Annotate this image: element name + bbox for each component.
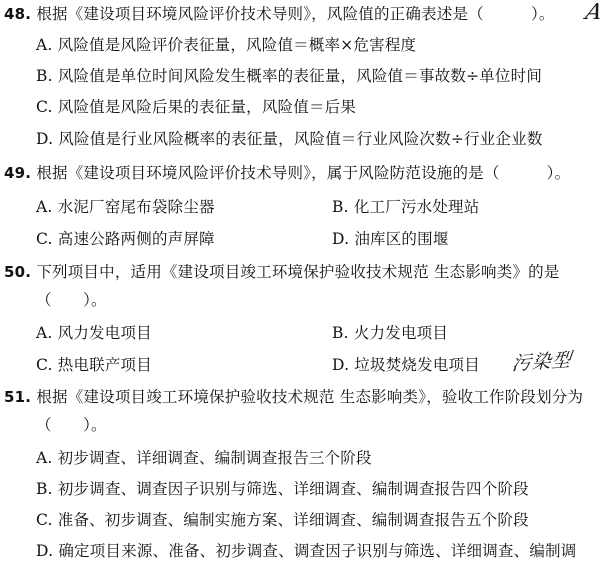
question-text: 下列项目中，适用《建设项目竣工环境保护验收技术规范 生态影响类》的是 (36, 263, 560, 281)
option-49-d: D. 油库区的围堰 (332, 230, 449, 248)
question-text: 根据《建设项目环境风险评价技术导则》，属于风险防范设施的是（ ）。 (36, 164, 571, 182)
option-50-b: B. 火力发电项目 (332, 324, 449, 342)
option-50-d: D. 垃圾焚烧发电项目 (332, 356, 480, 374)
option-49-a: A. 水泥厂窑尾布袋除尘器 (36, 198, 215, 216)
option-48-b: B. 风险值是单位时间风险发生概率的表征量，风险值＝事故数÷单位时间 (36, 67, 543, 85)
question-number: 50. (4, 263, 32, 281)
option-48-c: C. 风险值是风险后果的表征量，风险值＝后果 (36, 98, 357, 116)
option-51-b: B. 初步调查、调查因子识别与筛选、详细调查、编制调查报告四个阶段 (36, 480, 529, 498)
question-50-stem (4, 262, 560, 282)
question-50-stem-continued: （ ）。 (36, 291, 107, 309)
question-51-stem-continued: （ ）。 (36, 416, 107, 434)
question-48-stem (4, 4, 555, 24)
option-49-c: C. 高速公路两侧的声屏障 (36, 230, 215, 248)
option-51-c: C. 准备、初步调查、编制实施方案、详细调查、编制调查报告五个阶段 (36, 511, 529, 529)
question-text: 根据《建设项目竣工环境保护验收技术规范 生态影响类》，验收工作阶段划分为 (36, 388, 584, 406)
handwritten-answer-mark: A (583, 0, 605, 25)
option-50-a: A. 风力发电项目 (36, 324, 152, 342)
question-number: 49. (4, 164, 32, 182)
option-48-a: A. 风险值是风险评价表征量，风险值＝概率×危害程度 (36, 36, 417, 54)
option-50-c: C. 热电联产项目 (36, 356, 152, 374)
option-48-d: D. 风险值是行业风险概率的表征量，风险值＝行业风险次数÷行业企业数 (36, 130, 543, 148)
question-number: 48. (4, 5, 32, 23)
option-51-d: D. 确定项目来源、准备、初步调查、调查因子识别与筛选、详细调查、编制调 (36, 542, 577, 560)
question-text: 根据《建设项目环境风险评价技术导则》，风险值的正确表述是（ ）。 (36, 5, 555, 23)
option-51-a: A. 初步调查、详细调查、编制调查报告三个阶段 (36, 449, 372, 467)
question-49-stem (4, 163, 570, 183)
question-51-stem (4, 387, 583, 407)
handwritten-note: 污染型 (510, 348, 573, 376)
option-49-b: B. 化工厂污水处理站 (332, 198, 480, 216)
question-number: 51. (4, 388, 32, 406)
